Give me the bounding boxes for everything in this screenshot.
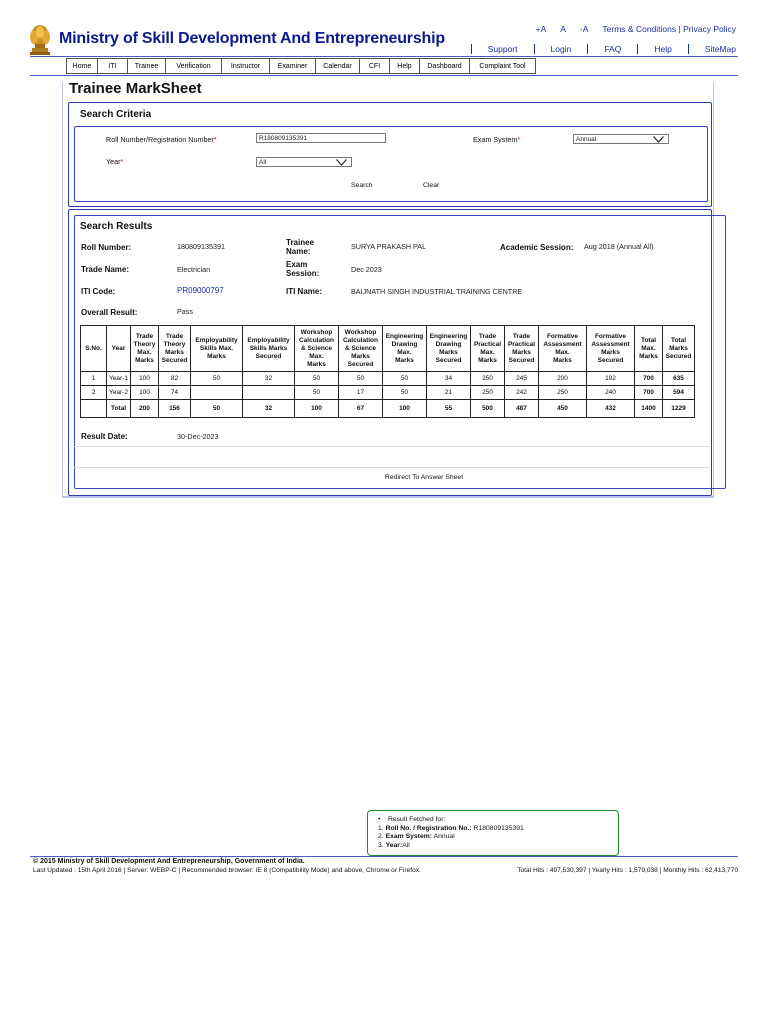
table-cell: 50: [191, 400, 243, 418]
nav-tab-instructor[interactable]: Instructor: [222, 58, 270, 74]
header-line: & Science: [344, 344, 377, 352]
national-emblem-logo: [26, 22, 54, 56]
header-line: Marks: [639, 352, 658, 360]
header-line: Assessment: [591, 340, 630, 348]
table-cell: 245: [505, 372, 539, 386]
academic-session-label: Academic Session:: [500, 243, 574, 252]
header-line: Employability: [195, 336, 238, 344]
header-line: Secured: [255, 352, 282, 360]
nav-tab-iti[interactable]: ITI: [98, 58, 128, 74]
header-line: Secured: [597, 356, 624, 364]
table-header-cell: [471, 326, 505, 372]
table-cell: 192: [587, 372, 635, 386]
message-item-num: 1.: [378, 824, 384, 832]
search-criteria-title: Search Criteria: [80, 109, 152, 120]
header-line: Marks: [207, 352, 226, 360]
iti-name-value: BAIJNATH SINGH INDUSTRIAL TRAINING CENTRE: [351, 287, 523, 296]
page-title: Trainee MarkSheet: [69, 80, 202, 97]
overall-result-label: Overall Result:: [81, 308, 138, 317]
trainee-name-label: [286, 238, 314, 256]
table-cell: 67: [339, 400, 383, 418]
header-line: S.No.: [85, 344, 102, 352]
header-line: Marks: [395, 356, 414, 364]
table-header-cell: [339, 326, 383, 372]
font-increase-button[interactable]: +A: [535, 24, 547, 34]
row-divider: [74, 467, 710, 468]
message-item-num: 2.: [378, 833, 384, 840]
header-line: Marks: [439, 348, 458, 356]
table-cell: 2: [81, 386, 107, 400]
header-line: Marks: [135, 356, 154, 364]
header-line: Drawing: [391, 340, 418, 348]
exam-system-select[interactable]: [573, 134, 669, 144]
header-line: Engineering: [429, 332, 468, 340]
iti-code-link[interactable]: PR09000797: [177, 286, 224, 295]
table-cell: 50: [295, 372, 339, 386]
header-line: Max.: [137, 348, 152, 356]
font-decrease-button[interactable]: -A: [579, 24, 589, 34]
row-divider: [74, 446, 710, 447]
header-line: Marks: [669, 344, 688, 352]
link-separator: |: [678, 24, 681, 34]
table-cell: 1400: [635, 400, 663, 418]
header-line: Max.: [555, 348, 570, 356]
message-list: [378, 825, 618, 851]
message-item-value: Annual: [433, 833, 455, 840]
header-line: Secured: [508, 356, 535, 364]
year-value: All: [259, 159, 267, 166]
table-cell: 100: [131, 386, 159, 400]
message-item: [378, 842, 618, 851]
header-line: Marks: [307, 360, 326, 368]
table-cell: 250: [471, 372, 505, 386]
header-line: Practical: [473, 340, 502, 348]
search-results-title: Search Results: [80, 221, 153, 232]
message-item-label: Year:: [385, 841, 403, 849]
copyright-text: © 2015 Ministry of Skill Development And Entrepreneurship, Government of India.: [33, 858, 305, 865]
table-cell: 50: [295, 386, 339, 400]
roll-number-result-label: Roll Number:: [81, 243, 132, 252]
header-line: Formative: [594, 332, 627, 340]
header-line: Marks: [351, 352, 370, 360]
table-cell: Total: [107, 400, 131, 418]
exam-session-label-line1: Exam: [286, 260, 308, 269]
terms-link[interactable]: Terms & Conditions: [602, 24, 677, 34]
last-updated-text: Last Updated : 15th April 2016 | Server: WEBP-C | Recommended browser: IE 8 (Compatibility Mode) and above, Chrome or Firefox.: [33, 867, 421, 874]
terms-privacy-links: [602, 24, 736, 34]
table-cell: Year-1: [107, 372, 131, 386]
exam-session-value: Dec 2023: [351, 265, 382, 274]
result-date-value: 30-Dec-2023: [177, 432, 219, 441]
trainee-name-value: SURYA PRAKASH PAL: [351, 242, 427, 251]
font-normal-button[interactable]: A: [560, 24, 566, 34]
sitemap-link[interactable]: SiteMap: [688, 44, 736, 54]
table-header-cell: [159, 326, 191, 372]
table-cell: 635: [663, 372, 695, 386]
table-header-row: [81, 326, 695, 372]
table-header-cell: [295, 326, 339, 372]
trainee-name-label-line1: Trainee: [286, 238, 315, 247]
nav-divider: [30, 75, 738, 76]
header-line: Practical: [507, 340, 536, 348]
header-line: Marks: [165, 348, 184, 356]
table-cell: 700: [635, 386, 663, 400]
nav-tab-examiner[interactable]: Examiner: [270, 58, 316, 74]
nav-tab-calendar[interactable]: Calendar: [316, 58, 360, 74]
table-header-cell: [383, 326, 427, 372]
header-line: Workshop: [300, 328, 333, 336]
header-line: Workshop: [344, 328, 377, 336]
table-cell: 32: [243, 372, 295, 386]
header-line: Max.: [397, 348, 412, 356]
site-title[interactable]: Ministry of Skill Development And Entrepreneurship: [59, 30, 445, 47]
message-item-label: Roll No. / Registration No.:: [385, 824, 472, 832]
table-cell: [191, 386, 243, 400]
table-header-cell: [81, 326, 107, 372]
nav-tab-verification[interactable]: Verification: [166, 58, 222, 74]
footer-divider: [30, 856, 738, 857]
table-cell: 32: [243, 400, 295, 418]
table-cell: 55: [427, 400, 471, 418]
table-cell: 1229: [663, 400, 695, 418]
message-item: [378, 825, 618, 834]
table-cell: 17: [339, 386, 383, 400]
clear-button[interactable]: Clear: [423, 182, 440, 189]
header-line: Trade: [478, 332, 497, 340]
table-header-cell: [635, 326, 663, 372]
header-line: Assessment: [543, 340, 582, 348]
message-intro: • Result Fetched for:: [378, 816, 446, 823]
header-line: Max.: [641, 344, 656, 352]
table-header-cell: [107, 326, 131, 372]
iti-name-label: ITI Name:: [286, 287, 323, 296]
table-body: [81, 372, 695, 418]
table-cell: 100: [383, 400, 427, 418]
table-row: [81, 386, 695, 400]
table-cell: 50: [383, 372, 427, 386]
table-row: [81, 372, 695, 386]
nav-tab-complaint-tool[interactable]: Complaint Tool: [470, 58, 536, 74]
header-line: Calculation: [298, 336, 335, 344]
result-fetched-message: [367, 810, 619, 856]
nav-tab-help[interactable]: Help: [390, 58, 420, 74]
table-cell: 240: [587, 386, 635, 400]
chevron-down-icon: [653, 136, 664, 143]
header-line: Theory: [133, 340, 156, 348]
roll-number-result-value: 180809135391: [177, 242, 225, 251]
table-cell: 450: [539, 400, 587, 418]
message-item-label: Exam System:: [385, 833, 433, 840]
table-cell: 50: [383, 386, 427, 400]
marks-table: [80, 325, 695, 418]
top-links: [536, 24, 736, 34]
table-header-cell: [191, 326, 243, 372]
overall-result-value: Pass: [177, 307, 193, 316]
table-cell: 156: [159, 400, 191, 418]
utility-links: [471, 44, 736, 54]
table-cell: 50: [339, 372, 383, 386]
header-divider: [30, 56, 738, 57]
header-line: Engineering: [385, 332, 424, 340]
table-header-cell: [505, 326, 539, 372]
table-header-cell: [243, 326, 295, 372]
table-cell: 50: [191, 372, 243, 386]
table-header-cell: [131, 326, 159, 372]
header-line: Marks: [512, 348, 531, 356]
header-line: & Science: [300, 344, 333, 352]
main-nav: [66, 58, 536, 74]
message-item-num: 3.: [378, 841, 384, 849]
header-line: Theory: [163, 340, 186, 348]
hit-counter: Total Hits : 497,530,397 | Yearly Hits : 1,579,038 | Monthly Hits : 62,413,770: [517, 867, 738, 874]
header-line: Year: [111, 344, 126, 352]
academic-session-value: Aug 2018 (Annual All): [584, 242, 654, 251]
table-cell: 242: [505, 386, 539, 400]
iti-code-label: ITI Code:: [81, 287, 116, 296]
roll-number-label: Roll Number/Registration Number*: [106, 135, 217, 144]
header-line: Skills Marks: [249, 344, 288, 352]
chevron-down-icon: [336, 159, 347, 166]
table-cell: [243, 386, 295, 400]
header-line: Trade: [512, 332, 531, 340]
header-line: Secured: [161, 356, 188, 364]
table-cell: 74: [159, 386, 191, 400]
table-header-cell: [427, 326, 471, 372]
table-cell: 21: [427, 386, 471, 400]
table-cell: [81, 400, 107, 418]
table-header-cell: [663, 326, 695, 372]
table-header-cell: [587, 326, 635, 372]
result-date-label: Result Date:: [81, 432, 128, 441]
nav-tab-dashboard[interactable]: Dashboard: [420, 58, 470, 74]
header-line: Marks: [478, 356, 497, 364]
header-line: Trade: [165, 332, 184, 340]
message-intro-text: Result Fetched for:: [387, 816, 446, 823]
header-line: Max.: [480, 348, 495, 356]
header-line: Drawing: [435, 340, 462, 348]
table-cell: 487: [505, 400, 539, 418]
header-line: Employability: [247, 336, 290, 344]
table-cell: 594: [663, 386, 695, 400]
header-line: Calculation: [342, 336, 379, 344]
table-header-cell: [539, 326, 587, 372]
redirect-answer-sheet-button[interactable]: Redirect To Answer Sheet: [385, 474, 464, 481]
search-button[interactable]: Search: [351, 182, 373, 189]
trade-name-value: Electrician: [177, 265, 211, 274]
trade-name-label: Trade Name:: [81, 265, 130, 274]
help-link[interactable]: Help: [637, 44, 687, 54]
table-total-row: [81, 400, 695, 418]
year-select[interactable]: [256, 157, 352, 167]
message-item-value: R180809135391: [473, 824, 524, 832]
header-line: Total: [640, 336, 657, 344]
table-cell: 432: [587, 400, 635, 418]
year-label: Year*: [106, 157, 124, 166]
exam-session-label: [286, 260, 319, 278]
roll-number-input[interactable]: R180809135391: [256, 133, 386, 143]
login-link[interactable]: Login: [534, 44, 588, 54]
table-cell: 82: [159, 372, 191, 386]
exam-system-label: Exam System*: [473, 135, 521, 144]
table-cell: 34: [427, 372, 471, 386]
header-line: Secured: [435, 356, 462, 364]
message-item: [378, 833, 618, 842]
table-cell: Year-2: [107, 386, 131, 400]
privacy-link[interactable]: Privacy Policy: [683, 24, 736, 34]
table-cell: 250: [539, 386, 587, 400]
header-line: Trade: [135, 332, 154, 340]
table-cell: 500: [471, 400, 505, 418]
header-line: Secured: [347, 360, 374, 368]
header-line: Marks: [553, 356, 572, 364]
header-line: Max.: [309, 352, 324, 360]
table-cell: 100: [131, 372, 159, 386]
header-line: Total: [670, 336, 687, 344]
header-line: Marks: [601, 348, 620, 356]
header-line: Formative: [546, 332, 579, 340]
support-link[interactable]: Support: [471, 44, 534, 54]
nav-tab-cfi[interactable]: CFI: [360, 58, 390, 74]
table-cell: 250: [471, 386, 505, 400]
trainee-name-label-line2: Name:: [286, 247, 311, 256]
faq-link[interactable]: FAQ: [587, 44, 637, 54]
exam-session-label-line2: Session:: [286, 269, 320, 278]
table-cell: 700: [635, 372, 663, 386]
table-cell: 1: [81, 372, 107, 386]
nav-tab-home[interactable]: Home: [66, 58, 98, 74]
header-line: Secured: [665, 352, 692, 360]
table-cell: 200: [539, 372, 587, 386]
header-line: Skills Max.: [199, 344, 234, 352]
exam-system-value: Annual: [576, 136, 597, 143]
message-item-value: All: [402, 841, 410, 849]
nav-tab-trainee[interactable]: Trainee: [128, 58, 166, 74]
table-cell: 100: [295, 400, 339, 418]
table-cell: 200: [131, 400, 159, 418]
